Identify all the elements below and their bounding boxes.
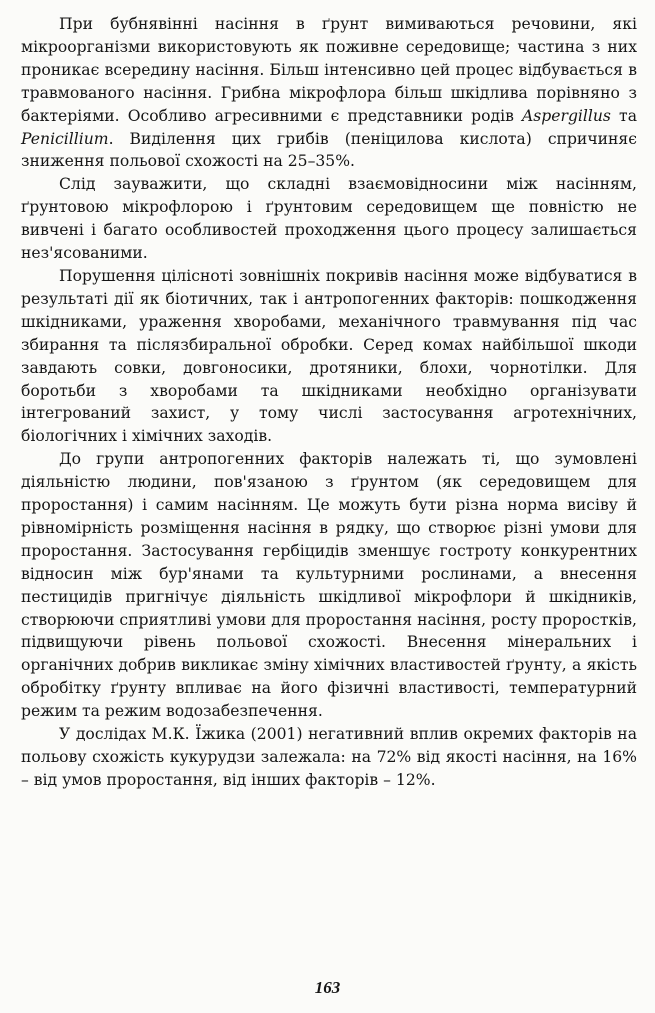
paragraph-2: Слід зауважити, що складні взаємовідносини між насінням, ґрунтовою мікрофлорою і ґрунтовим середовищем ще повністю не вивчені і багато особливостей проходження цього процесу залишається нез'ясованими. (21, 175, 637, 263)
paragraph-5: У дослідах М.К. Їжика (2001) негативний вплив окремих факторів на польову схожість кукурудзи залежала: на 72% від якості насіння, на 16% – від умов проростання, від інших факторів – 12%. (21, 725, 637, 789)
paragraph-3: Порушення цілісноті зовнішніх покривів насіння може відбуватися в результаті дії як біотичних, так і антропогенних факторів: пошкодження шкідниками, ураження хворобами, механічного травмування під час збирання та післязбиральної обробки. Серед комах найбільшої шкоди завдають совки, довгоносики, дротяники, блохи, чорнотілки. Для боротьби з хворобами та шкідниками необхідно організувати інтегрований захист, у тому числі застосування агротехнічних, біологічних і хімічних заходів. (21, 266, 637, 446)
page-number: 163 (314, 978, 341, 997)
paragraph-4: До групи антропогенних факторів належать ті, що зумовлені діяльністю людини, пов'язаною з ґрунтом (як середовищем для проростання) і самим насінням. Це можуть бути різна норма висіву й рівномірність розміщення насіння в рядку, що створює різні умови для проростання. Застосування гербіцидів зменшує гостроту конкурентних відносин між бур'янами та культурними рослинами, а внесення пестицидів пригнічує діяльність шкідливої мікрофлори й шкідників, створюючи сприятливі умови для проростання насіння, росту проростків, підвищуючи рівень польової схожості. Внесення мінеральних і органічних добрив викликає зміну хімічних властивостей ґрунту, а якість обробітку ґрунту впливає на його фізичні властивості, температурний режим та режим водозабезпечення. (21, 450, 637, 721)
paragraph-1 (21, 13, 637, 173)
paragraph-1-text-end: . Виділення цих грибів (пеніцилова кислота) спричиняє зниження польової схожості на 25–35%. (21, 129, 637, 171)
genus-penicillium: Penicillium (21, 129, 109, 148)
body-text (21, 13, 637, 792)
genus-aspergillus: Aspergillus (522, 106, 611, 125)
paragraph-1-conjunction: та (610, 106, 637, 125)
paragraph-1-text-start: При бубнявінні насіння в ґрунт вимиваються речовини, які мікроорганізми використовують як поживне середовище; частина з них проникає всередину насіння. Більш інтенсивно цей процес відбувається в травмованого насіння. Грибна мікрофлора більш шкідлива порівняно з бактеріями. Особливо агресивними є представники родів (21, 15, 637, 125)
